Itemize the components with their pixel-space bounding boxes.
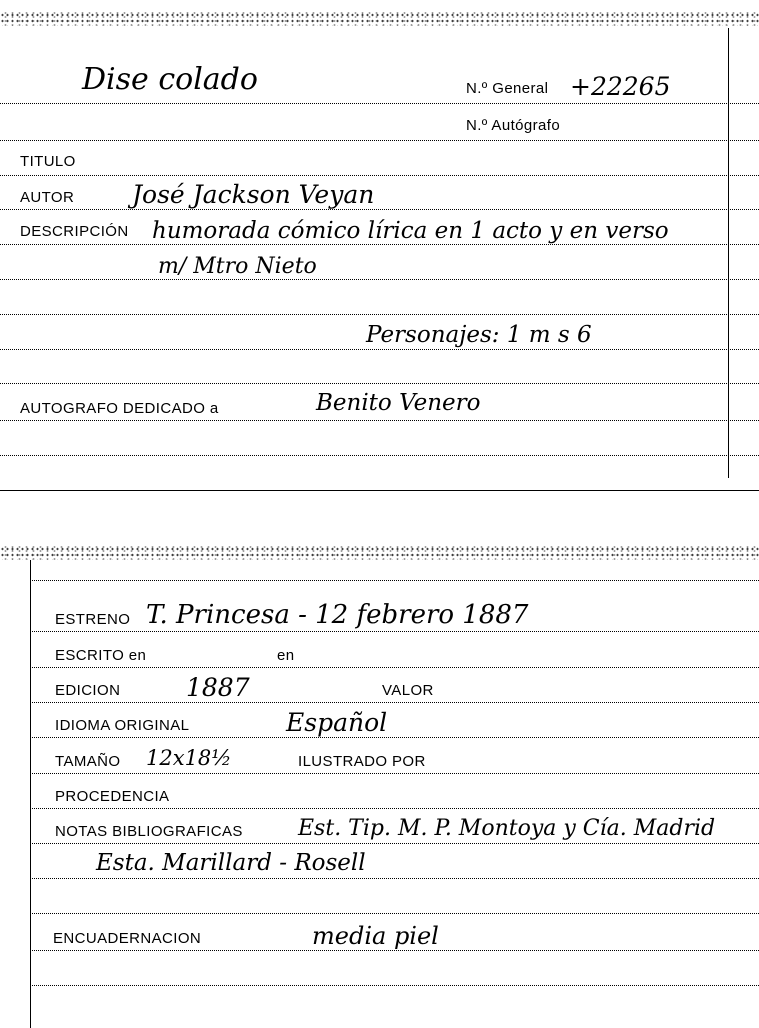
- edicion-value: 1887: [186, 673, 250, 702]
- card-edge-texture: [0, 546, 759, 560]
- rule-line: [30, 878, 759, 879]
- rule-line: [0, 103, 759, 104]
- ilustrado-label: ILUSTRADO POR: [298, 753, 426, 770]
- dedicado-value: Benito Venero: [316, 390, 481, 416]
- rule-line: [30, 737, 759, 738]
- rule-line: [0, 175, 759, 176]
- rule-line: [0, 314, 759, 315]
- rule-line: [0, 209, 759, 210]
- notas-value-line2: Esta. Marillard - Rosell: [96, 850, 366, 876]
- autor-value: José Jackson Veyan: [132, 180, 375, 209]
- rule-line: [30, 913, 759, 914]
- notas-label: NOTAS BIBLIOGRAFICAS: [55, 823, 243, 840]
- autografo-label: N.º Autógrafo: [466, 117, 561, 134]
- descripcion-label: DESCRIPCIÓN: [20, 223, 129, 240]
- descripcion-value-line2: m/ Mtro Nieto: [158, 254, 317, 279]
- rule-line: [0, 420, 759, 421]
- estreno-value: T. Princesa - 12 febrero 1887: [146, 600, 529, 630]
- idioma-label: IDIOMA ORIGINAL: [55, 717, 190, 734]
- tamano-label: TAMAÑO: [55, 753, 121, 770]
- rule-line: [0, 140, 759, 141]
- titulo-label: TITULO: [20, 153, 76, 170]
- rule-line: [30, 702, 759, 703]
- rule-line: [0, 244, 759, 245]
- rule-line: [30, 843, 759, 844]
- title-handwritten: Dise colado: [82, 62, 258, 97]
- rule-line: [0, 455, 759, 456]
- personajes-value: Personajes: 1 m s 6: [366, 322, 592, 348]
- rule-line: [30, 950, 759, 951]
- rule-line: [0, 349, 759, 350]
- autor-label: AUTOR: [20, 189, 75, 206]
- rule-line: [30, 667, 759, 668]
- idioma-value: Español: [286, 708, 388, 737]
- estreno-label: ESTRENO: [55, 611, 131, 628]
- tamano-value: 12x18½: [146, 746, 232, 770]
- dedicado-label: AUTOGRAFO DEDICADO a: [20, 400, 219, 417]
- encuadernacion-label: ENCUADERNACION: [53, 930, 202, 947]
- catalog-card-bottom: [0, 540, 759, 1028]
- card-edge-texture: [0, 12, 759, 26]
- edicion-label: EDICION: [55, 682, 121, 699]
- catalog-card-top: [0, 0, 759, 500]
- rule-line: [0, 383, 759, 384]
- rule-line: [30, 631, 759, 632]
- general-number-value: +22265: [570, 72, 671, 101]
- escrito-en-label: en: [277, 647, 295, 664]
- descripcion-value-line1: humorada cómico lírica en 1 acto y en verso: [152, 218, 669, 244]
- rule-line: [30, 580, 759, 581]
- general-number-label: N.º General: [466, 80, 549, 97]
- rule-line: [30, 808, 759, 809]
- card-bottom-border: [0, 490, 759, 491]
- rule-line: [30, 985, 759, 986]
- notas-value-line1: Est. Tip. M. P. Montoya y Cía. Madrid: [298, 816, 716, 841]
- escrito-label: ESCRITO en: [55, 647, 147, 664]
- valor-label: VALOR: [382, 682, 434, 699]
- encuadernacion-value: media piel: [312, 922, 439, 950]
- procedencia-label: PROCEDENCIA: [55, 788, 170, 805]
- rule-line: [30, 773, 759, 774]
- rule-line: [0, 279, 759, 280]
- card-right-border: [728, 28, 729, 478]
